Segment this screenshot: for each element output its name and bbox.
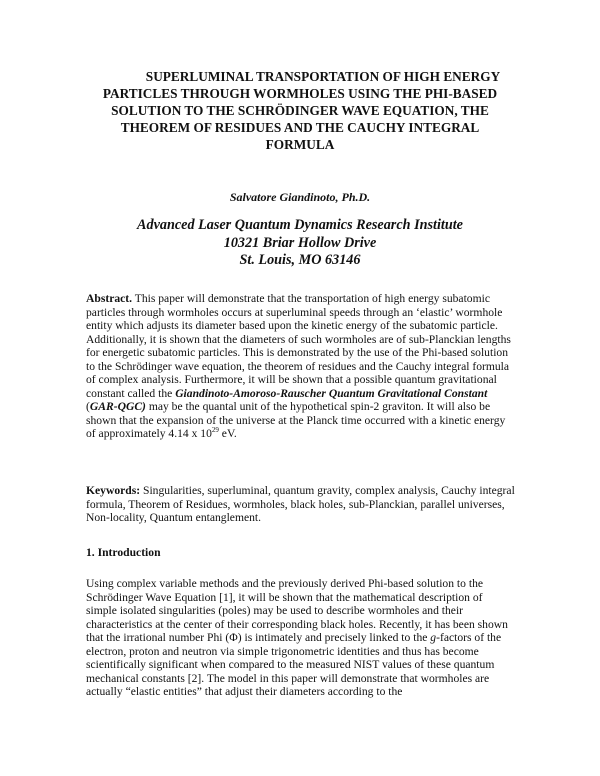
energy-exponent: 29 <box>211 426 219 434</box>
institute-city: St. Louis, MO 63146 <box>239 252 361 268</box>
constant-abbr: GAR-QGC) <box>89 400 146 413</box>
g-factor-italic: g <box>430 631 437 644</box>
institute-block <box>0 217 600 270</box>
author-name: Salvatore Giandinoto, Ph.D. <box>229 190 371 204</box>
keywords-label: Keywords: <box>86 484 141 497</box>
intro-text-1: Using complex variable methods and the previously derived Phi-based solution to the Schrödinger Wave Equation [1], it will be shown that the mathematical description of simple isolated singularities (poles) may be used to describe wormholes and their characteristics at the center of their corresponding black holes. Recently, it has been shown that the irrational number Phi (Φ) is intimately and precisely linked to the <box>86 577 508 644</box>
paper-title: SUPERLUMINAL TRANSPORTATION OF HIGH ENERGY PARTICLES THROUGH WORMHOLES USING THE PHI-BASED SOLUTION TO THE SCHRÖDINGER WAVE EQUATION, THE THEOREM OF RESIDUES AND THE CAUCHY INTEGRAL FORMULA <box>102 69 501 152</box>
institute-street: 10321 Briar Hollow Drive <box>223 234 377 251</box>
abstract-text-3: may be the quantal unit of the hypothetical spin-2 graviton. It will also be shown that the expansion of the universe at the Planck time occurred with a kinetic energy of approximately 4.14 x 10 <box>86 400 506 440</box>
keywords-text: Singularities, superluminal, quantum gravity, complex analysis, Cauchy integral formula, Theorem of Residues, wormholes, black holes, sub-Planckian, parallel universes, Non-locality, Quantum entanglement. <box>86 484 515 524</box>
keywords-paragraph <box>86 484 516 525</box>
abstract-text-1: This paper will demonstrate that the transportation of high energy subatomic particles through wormholes occurs at superluminal speeds through an ‘elastic’ wormhole entity which adjusts its diameter based upon the kinetic energy of the subatomic particle. Additionally, it is shown that the diameters of such wormholes are of sub-Planckian lengths for energetic subatomic particles. This is demonstrated by the use of the Phi-based solution to the Schrödinger wave equation, the theorem of residues and the Cauchy integral formula of complex analysis. Furthermore, it will be shown that a possible quantum gravitational constant called the <box>86 292 511 400</box>
section-heading-introduction: 1. Introduction <box>86 546 161 559</box>
intro-text-2: -factors of the electron, proton and neutron via simple trigonometric identities and thus has become scientifically significant when compared to the measured NIST values of these quantum mechanical constants [2]. The model in this paper will demonstrate that wormholes are actually “elastic entities” that adjust their diameters according to the <box>86 631 502 698</box>
abstract-label: Abstract. <box>86 292 133 305</box>
institute-name: Advanced Laser Quantum Dynamics Research Institute <box>137 217 463 233</box>
abstract-paragraph <box>86 292 516 441</box>
introduction-paragraph <box>86 577 516 699</box>
abstract-text-2: ( <box>86 400 90 413</box>
abstract-text-4: eV. <box>218 427 237 440</box>
constant-name: Giandinoto-Amoroso-Rauscher Quantum Gravitational Constant <box>175 386 488 400</box>
